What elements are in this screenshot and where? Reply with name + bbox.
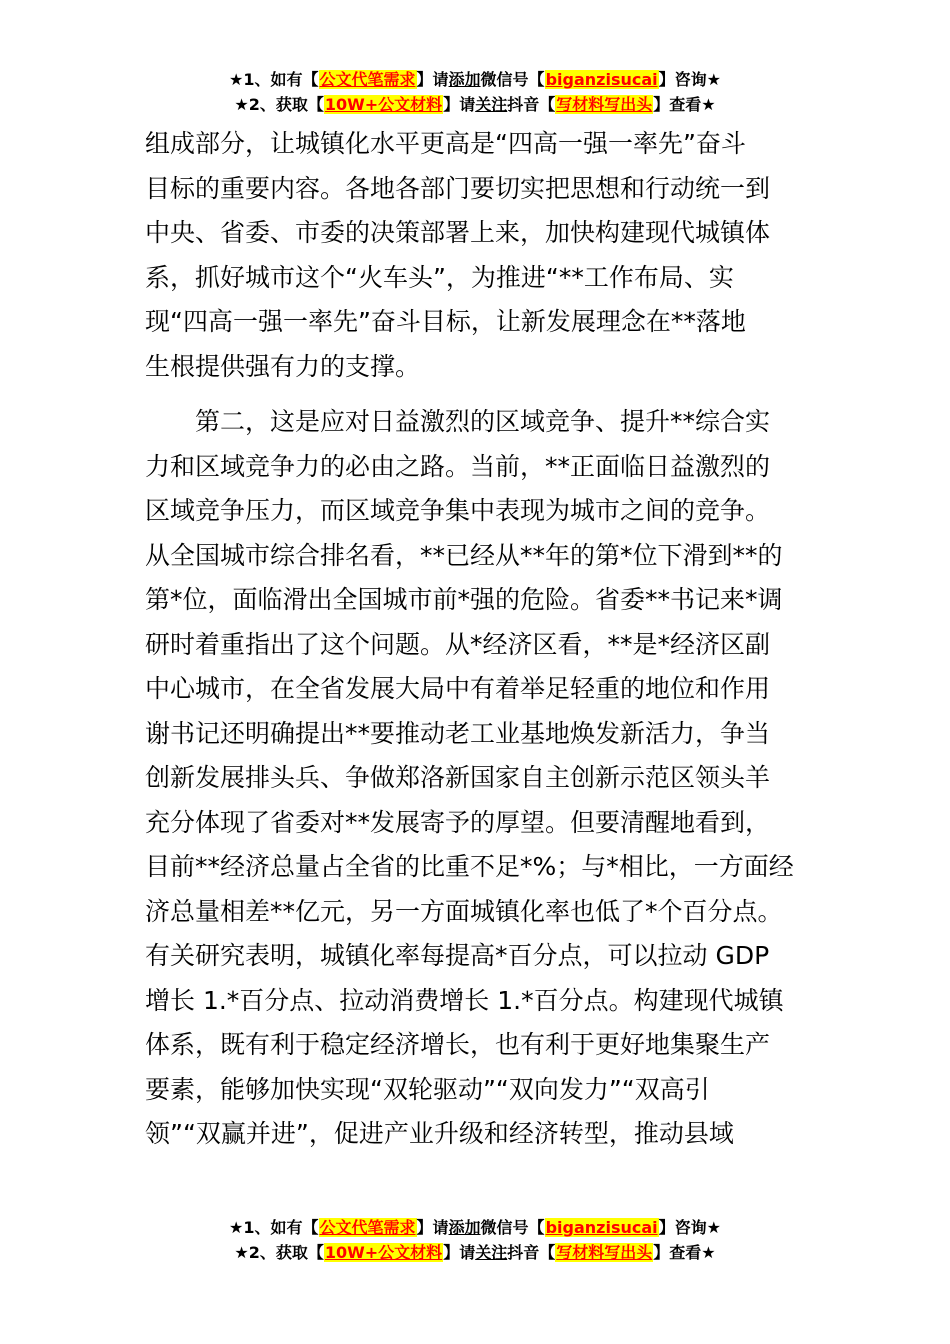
highlight-service: 公文代笔需求 xyxy=(319,1218,416,1237)
banner-text: 微信号【 xyxy=(480,70,545,89)
highlight-service: 公文代笔需求 xyxy=(319,70,416,89)
banner-text: 】请 xyxy=(443,1243,476,1262)
highlight-douyin-account: 写材料写出头 xyxy=(556,1243,653,1262)
footer-banner xyxy=(0,1215,950,1265)
text-line: 第*位，面临滑出全国城市前*强的危险。省委**书记来*调 xyxy=(145,585,783,614)
text-line: 研时着重指出了这个问题。从*经济区看，**是*经济区副 xyxy=(145,629,771,659)
text-line: 要素，能够加快实现“双轮驱动”“双向发力”“双高引 xyxy=(145,1074,710,1104)
banner-text: 】查看★ xyxy=(653,1243,716,1262)
banner-line-1 xyxy=(0,1215,950,1240)
text-line: 增长 1.*百分点、拉动消费增长 1.*百分点。构建现代城镇 xyxy=(145,985,784,1015)
text-line: 谢书记还明确提出**要推动老工业基地焕发新活力，争当 xyxy=(145,718,771,748)
banner-text: 】请 xyxy=(416,1218,449,1237)
banner-text: ★1、如有【 xyxy=(229,70,319,89)
banner-line-1 xyxy=(0,67,950,92)
text-line: 领”“双赢并进”，促进产业升级和经济转型，推动县域 xyxy=(145,1119,734,1148)
banner-underlined-text: 添加 xyxy=(448,1218,481,1237)
highlight-materials: 10W+公文材料 xyxy=(324,1243,443,1262)
banner-text: 微信号【 xyxy=(480,1218,545,1237)
paragraph-2 xyxy=(145,400,807,1157)
banner-text: ★1、如有【 xyxy=(229,1218,319,1237)
highlight-douyin-account: 写材料写出头 xyxy=(556,95,653,114)
text-line: 创新发展排头兵、争做郑洛新国家自主创新示范区领头羊 xyxy=(145,763,771,792)
banner-line-2 xyxy=(0,92,950,117)
banner-underlined-text: 关注 xyxy=(475,95,508,114)
text-line: 中央、省委、市委的决策部署上来，加快构建现代城镇体 xyxy=(145,218,771,247)
banner-text: 抖音【 xyxy=(507,95,556,114)
highlight-wechat-id: biganzisucai xyxy=(545,1218,658,1237)
paragraph-1 xyxy=(145,122,807,389)
banner-underlined-text: 关注 xyxy=(475,1243,508,1262)
banner-text: 】咨询★ xyxy=(658,70,721,89)
highlight-materials: 10W+公文材料 xyxy=(324,95,443,114)
banner-text: 抖音【 xyxy=(507,1243,556,1262)
text-line: 充分体现了省委对**发展寄予的厚望。但要清醒地看到， xyxy=(145,807,771,837)
document-body xyxy=(145,122,807,1157)
header-banner xyxy=(0,67,950,117)
text-line: 组成部分，让城镇化水平更高是“四高一强一率先”奋斗 xyxy=(145,129,746,158)
text-line: 第二，这是应对日益激烈的区域竞争、提升**综合实 xyxy=(195,407,771,436)
text-line: 中心城市，在全省发展大局中有着举足轻重的地位和作用 xyxy=(145,674,771,703)
banner-text: 】请 xyxy=(443,95,476,114)
text-line: 目前**经济总量占全省的比重不足*%；与*相比，一方面经 xyxy=(145,852,794,881)
banner-underlined-text: 添加 xyxy=(448,70,481,89)
text-line: 体系，既有利于稳定经济增长，也有利于更好地集聚生产 xyxy=(145,1030,771,1059)
text-line: 目标的重要内容。各地各部门要切实把思想和行动统一到 xyxy=(145,173,771,203)
banner-line-2 xyxy=(0,1240,950,1265)
paragraph-gap xyxy=(145,389,807,400)
banner-text: 】请 xyxy=(416,70,449,89)
banner-text: ★2、获取【 xyxy=(234,95,324,114)
banner-text: 】查看★ xyxy=(653,95,716,114)
text-line: 力和区域竞争力的必由之路。当前，**正面临日益激烈的 xyxy=(145,451,771,481)
text-line: 有关研究表明，城镇化率每提高*百分点，可以拉动 GDP xyxy=(145,941,770,970)
text-line: 现“四高一强一率先”奋斗目标，让新发展理念在**落地 xyxy=(145,307,746,336)
text-line: 济总量相差**亿元，另一方面城镇化率也低了*个百分点。 xyxy=(145,896,783,926)
banner-text: 】咨询★ xyxy=(658,1218,721,1237)
text-line: 区域竞争压力，而区域竞争集中表现为城市之间的竞争。 xyxy=(145,496,771,525)
text-line: 生根提供强有力的支撑。 xyxy=(145,351,421,381)
highlight-wechat-id: biganzisucai xyxy=(545,70,658,89)
banner-text: ★2、获取【 xyxy=(234,1243,324,1262)
text-line: 系，抓好城市这个“火车头”，为推进“**工作布局、实 xyxy=(145,262,734,292)
text-line: 从全国城市综合排名看，**已经从**年的第*位下滑到**的 xyxy=(145,540,783,570)
